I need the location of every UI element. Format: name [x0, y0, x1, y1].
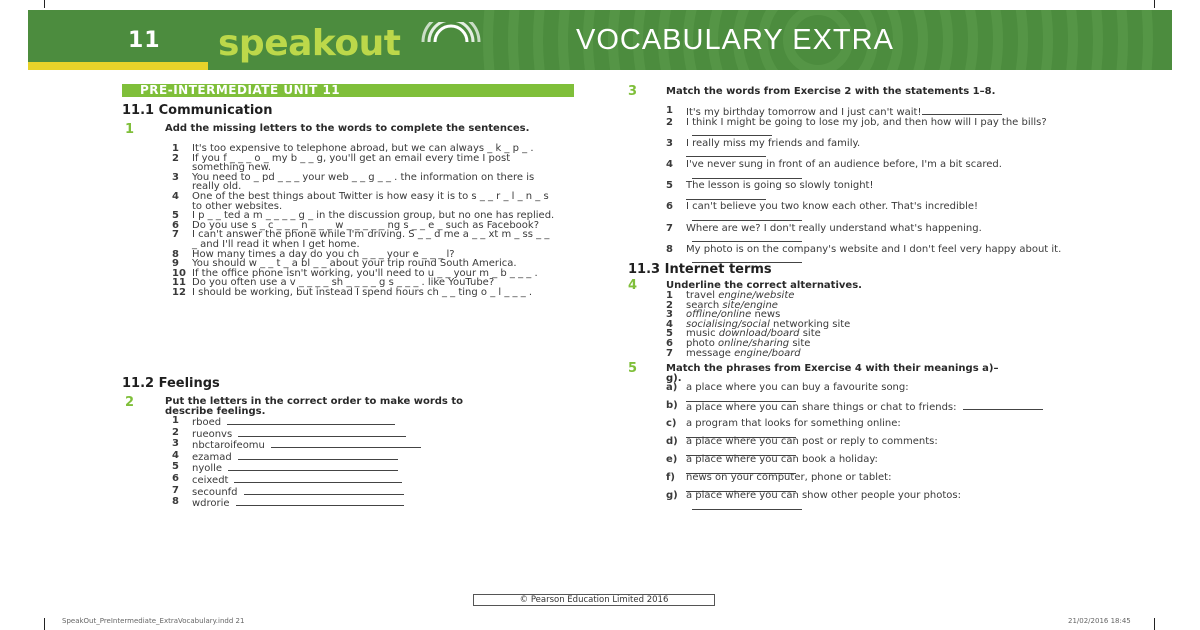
- answer-line[interactable]: [692, 170, 802, 179]
- exercise-3-items: [666, 106, 1076, 266]
- list-item: 6 Do you use s _ c _ _ _ n _ _ _ w _ _ _ _ _ ng s _ _ e _ such as Facebook?: [172, 219, 540, 231]
- answer-line[interactable]: [238, 428, 406, 437]
- answer-line[interactable]: [692, 233, 802, 242]
- list-item: 4 ezamad: [172, 451, 492, 463]
- list-item: b) a place where you can share things or chat to friends:: [666, 401, 1056, 419]
- exercise-4-items: [666, 291, 1046, 358]
- list-item: 7 I can't answer the phone while I'm driving. S _ _ d me a _ _ xt m _ ss _ _ _ and I'll read it when I get home.: [172, 229, 550, 250]
- list-item: 11 Do you often use a v _ _ _ _ sh _ _ _ _ g s _ _ _ . like YouTube?: [172, 277, 495, 289]
- answer-line[interactable]: [234, 474, 402, 483]
- answer-line[interactable]: [692, 501, 802, 510]
- answer-line[interactable]: [244, 486, 404, 495]
- list-item: 6 I can't believe you two know each other. That's incredible!: [666, 202, 1076, 223]
- exercise-number: 4: [628, 278, 638, 293]
- list-item: 3 nbctaroifeomu: [172, 439, 492, 451]
- brand-text: speakout: [218, 23, 401, 64]
- speech-waves-icon: [421, 22, 481, 44]
- list-item: 9 You should w _ _ t _ a bl _ _ about your trip round South America.: [172, 258, 517, 270]
- list-item: 7 Where are we? I don't really understand what's happening.: [666, 224, 1076, 245]
- footer-filename: SpeakOut_PreIntermediate_ExtraVocabulary.indd 21: [62, 617, 245, 625]
- list-item: 12 I should be working, but instead I spend hours ch _ _ ting o _ l _ _ _ .: [172, 286, 533, 298]
- answer-line[interactable]: [686, 148, 766, 157]
- list-item: g) a place where you can show other people your photos:: [666, 491, 1056, 512]
- exercise-number: 2: [125, 395, 135, 410]
- answer-line[interactable]: [227, 416, 395, 425]
- answer-line[interactable]: [692, 127, 772, 136]
- list-item: 8 How many times a day do you ch _ _ _ your e _ _ _ l?: [172, 248, 455, 260]
- exercise-instruction: Match the words from Exercise 2 with the statements 1–8.: [666, 86, 996, 97]
- exercise-instruction: Underline the correct alternatives.: [666, 280, 862, 291]
- list-item: 10 If the office phone isn't working, you'll need to u _ _ your m _ b _ _ _ .: [172, 267, 538, 279]
- list-item: 1 travel engine/website: [666, 290, 795, 301]
- list-item: 2 I think I might be going to lose my job, and then how will I pay the bills?: [666, 118, 1076, 139]
- answer-line[interactable]: [963, 401, 1043, 410]
- answer-line[interactable]: [271, 439, 421, 448]
- list-item: 4 One of the best things about Twitter is how easy it is to s _ _ r _ l _ n _ s to other websites.: [172, 190, 549, 212]
- list-item: c) a program that looks for something online:: [666, 419, 1056, 437]
- copyright-notice: © Pearson Education Limited 2016: [473, 594, 715, 606]
- list-item: 8 My photo is on the company's website and I don't feel very happy about it.: [666, 245, 1076, 266]
- header-band: [28, 10, 1172, 70]
- exercise-number: 3: [628, 84, 638, 99]
- list-item: 1 rboed: [172, 416, 492, 428]
- exercise-instruction: Add the missing letters to the words to complete the sentences.: [165, 123, 530, 134]
- exercise-instruction: Put the letters in the correct order to make words to describe feelings.: [165, 396, 463, 417]
- answer-line[interactable]: [692, 212, 802, 221]
- answer-line[interactable]: [228, 462, 398, 471]
- brand-logo: [218, 16, 400, 64]
- list-item: 2 search site/engine: [666, 299, 778, 311]
- exercise-1-items: [172, 144, 557, 298]
- list-item: d) a place where you can post or reply to comments:: [666, 437, 1056, 455]
- exercise-2-items: [172, 416, 492, 509]
- section-title-feelings: 11.2 Feelings: [122, 376, 220, 391]
- exercise-5-items: [666, 383, 1056, 512]
- list-item: a) a place where you can buy a favourite song:: [666, 383, 1056, 401]
- list-item: 7 secounfd: [172, 486, 492, 498]
- section-title-internet: 11.3 Internet terms: [628, 262, 772, 277]
- exercise-number: 5: [628, 361, 638, 376]
- list-item: 1 It's too expensive to telephone abroad, but we can always _ k _ p _ .: [172, 143, 534, 154]
- list-item: 3 I really miss my friends and family.: [666, 139, 1076, 160]
- list-item: 5 nyolle: [172, 462, 492, 474]
- crop-mark: [44, 0, 45, 8]
- unit-number: 11: [128, 28, 161, 53]
- list-item: 4 socialising/social networking site: [666, 318, 851, 330]
- list-item: 7 message engine/board: [666, 347, 801, 359]
- list-item: 2 If you f _ _ _ o _ my b _ _ g, you'll get an email every time I post something new.: [172, 152, 511, 174]
- answer-line[interactable]: [922, 106, 1002, 115]
- list-item: 5 The lesson is going so slowly tonight!: [666, 181, 1076, 202]
- list-item: 5 music download/board site: [666, 328, 821, 340]
- list-item: 6 photo online/sharing site: [666, 337, 811, 349]
- accent-strip: [28, 62, 208, 70]
- list-item: 5 I p _ _ ted a m _ _ _ _ g _ in the discussion group, but no one has replied.: [172, 210, 555, 222]
- list-item: 2 rueonvs: [172, 428, 492, 440]
- list-item: 8 wdrorie: [172, 497, 492, 509]
- list-item: 6 ceixedt: [172, 474, 492, 486]
- list-item: 4 I've never sung in front of an audience before, I'm a bit scared.: [666, 160, 1076, 181]
- section-title-communication: 11.1 Communication: [122, 103, 273, 118]
- crop-mark: [1154, 618, 1155, 630]
- answer-line[interactable]: [236, 497, 404, 506]
- answer-line[interactable]: [686, 191, 766, 200]
- list-item: f) news on your computer, phone or tablet:: [666, 473, 1056, 491]
- list-item: 3 offline/online news: [666, 309, 781, 321]
- crop-mark: [44, 618, 45, 630]
- footer-timestamp: 21/02/2016 18:45: [1068, 617, 1131, 625]
- list-item: e) a place where you can book a holiday:: [666, 455, 1056, 473]
- answer-line[interactable]: [238, 451, 398, 460]
- unit-title-bar: PRE-INTERMEDIATE UNIT 11: [122, 84, 574, 97]
- exercise-number: 1: [125, 122, 135, 137]
- crop-mark: [1154, 0, 1155, 8]
- section-subtitle: VOCABULARY EXTRA: [576, 24, 894, 56]
- exercise-instruction: Match the phrases from Exercise 4 with their meanings a)–g).: [666, 363, 999, 384]
- list-item: 3 You need to _ pd _ _ _ your web _ _ g _ _ . the information on there is really old.: [172, 171, 535, 193]
- list-item: 1 It's my birthday tomorrow and I just can't wait!: [666, 106, 1076, 118]
